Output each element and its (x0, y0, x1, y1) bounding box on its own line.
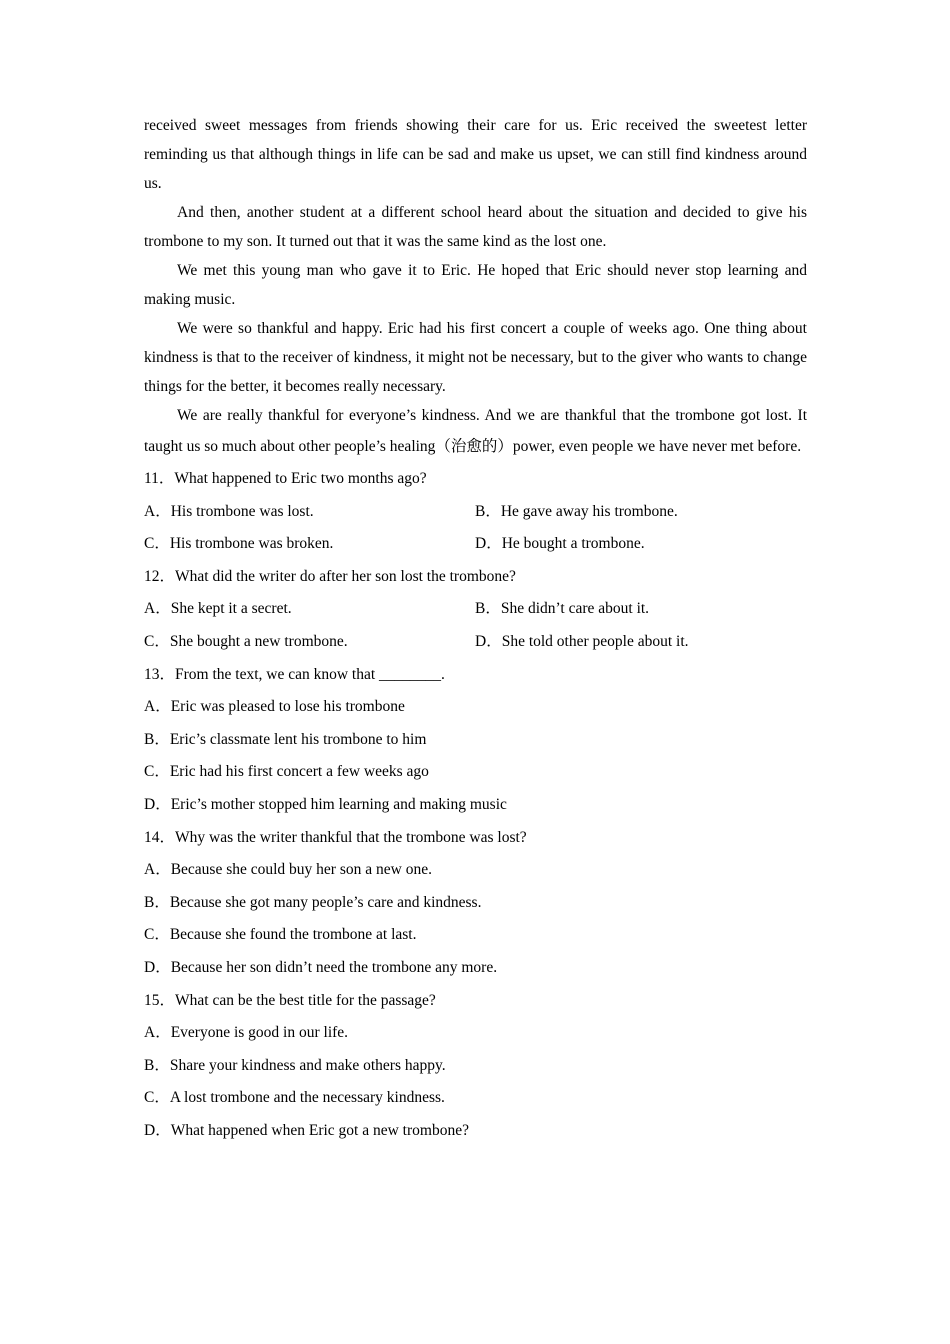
question-stem: 13．From the text, we can know that ________. (144, 665, 445, 683)
question-12 (144, 561, 807, 659)
option-d: D．What happened when Eric got a new trombone? (144, 1121, 469, 1139)
option-c: C．Because she found the trombone at last. (144, 926, 417, 944)
document-page (144, 111, 807, 1147)
option-b: B．Share your kindness and make others happy. (144, 1056, 446, 1074)
option-row (144, 626, 807, 659)
question-13 (144, 659, 807, 822)
passage-paragraph-5: We are really thankful for everyone’s kindness. And we are thankful that the trombone got lost. It taught us so much about other people’s healing（治愈的）power, even people we have never met before. (144, 407, 807, 455)
option-c: C．She bought a new trombone. (144, 632, 348, 650)
option-row (144, 593, 807, 626)
passage-paragraph-1: received sweet messages from friends showing their care for us. Eric received the sweetest letter reminding us that although things in life can be sad and make us upset, we can still find kindness around us. (144, 117, 807, 192)
option-c: C．Eric had his first concert a few weeks ago (144, 763, 429, 781)
option-row (144, 496, 807, 529)
option-d: D．Because her son didn’t need the trombone any more. (144, 958, 498, 976)
passage-paragraph-2: And then, another student at a different school heard about the situation and decided to give his trombone to my son. It turned out that it was the same kind as the lost one. (144, 204, 807, 250)
question-stem: 14．Why was the writer thankful that the trombone was lost? (144, 828, 527, 846)
option-a: A．Everyone is good in our life. (144, 1024, 349, 1042)
passage-paragraph-4: We were so thankful and happy. Eric had his first concert a couple of weeks ago. One thing about kindness is that to the receiver of kindness, it might not be necessary, but to the giver who wants to change things for the better, it becomes really necessary. (144, 320, 807, 395)
option-d: D．Eric’s mother stopped him learning and making music (144, 795, 507, 813)
option-a: A．His trombone was lost. (144, 502, 314, 520)
option-d: D．He bought a trombone. (475, 535, 645, 553)
question-11 (144, 463, 807, 561)
option-c: C．A lost trombone and the necessary kindness. (144, 1089, 445, 1107)
option-b: B．She didn’t care about it. (475, 600, 650, 618)
question-stem: 11．What happened to Eric two months ago? (144, 470, 427, 487)
option-row (144, 528, 807, 561)
option-a: A．She kept it a secret. (144, 600, 292, 618)
question-14 (144, 822, 807, 985)
option-b: B．Because she got many people’s care and kindness. (144, 893, 482, 911)
option-a: A．Eric was pleased to lose his trombone (144, 698, 405, 716)
question-stem: 12．What did the writer do after her son lost the trombone? (144, 567, 516, 585)
option-a: A．Because she could buy her son a new one. (144, 861, 432, 879)
question-15 (144, 985, 807, 1148)
option-d: D．She told other people about it. (475, 632, 689, 650)
passage-paragraph-3: We met this young man who gave it to Eric. He hoped that Eric should never stop learning and making music. (144, 262, 807, 308)
option-b: B．He gave away his trombone. (475, 502, 678, 520)
option-b: B．Eric’s classmate lent his trombone to him (144, 730, 427, 748)
option-c: C．His trombone was broken. (144, 535, 334, 553)
question-stem: 15．What can be the best title for the passage? (144, 991, 436, 1009)
